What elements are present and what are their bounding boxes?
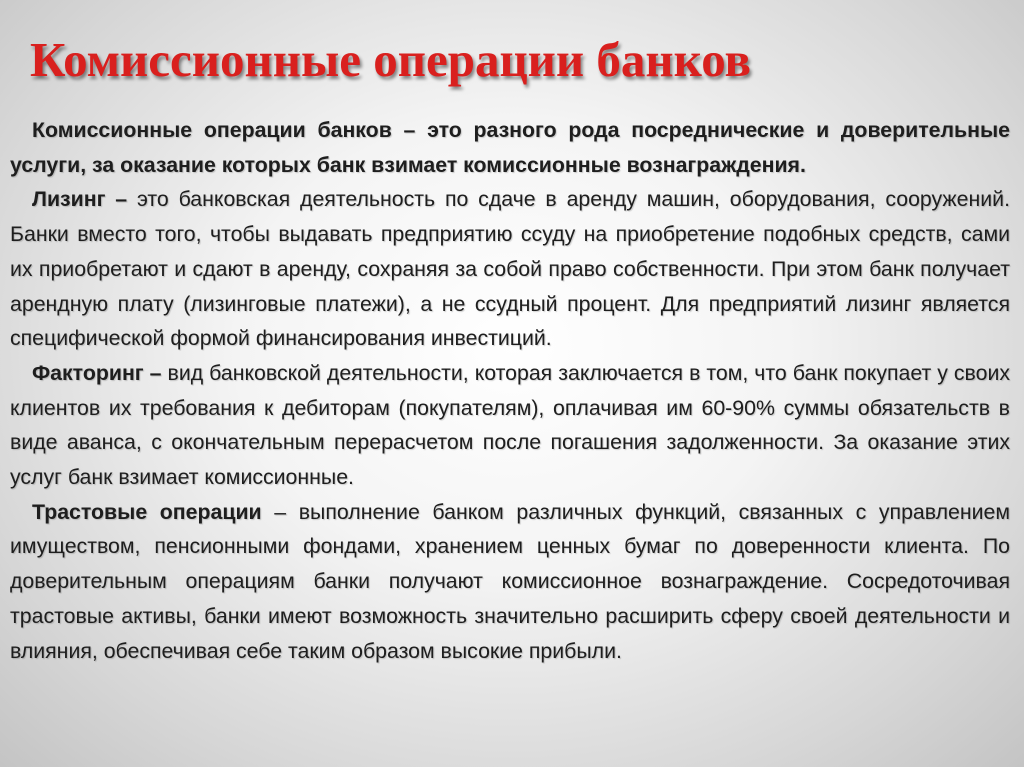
paragraph-definition [10,113,1010,182]
term-trust: Трастовые операции [32,499,262,524]
paragraph-definition-text: Комиссионные операции банков – это разного рода посреднические и доверительные услуги, за оказание которых банк взимает комиссионные вознаграждения. [10,118,1010,177]
paragraph-factoring-text: вид банковской деятельности, которая заключается в том, что банк покупает у своих клиентов их требования к дебиторам (покупателям), оплачивая им 60-90% суммы обязательств в виде аванса, с окончательным перерасчетом после погашения задолженности. За оказание этих услуг банк взимает комиссионные. [10,360,1010,490]
paragraph-trust-text: – выполнение банком различных функций, связанных с управлением имуществом, пенсионными фондами, хранением ценных бумаг по доверенности клиента. По доверительным операциям банки получают комиссионное вознаграждение. Сосредоточивая трастовые активы, банки имеют возможность значительно расширить сферу своей деятельности и влияния, обеспечивая себе таким образом высокие прибыли. [10,499,1010,663]
term-factoring: Факторинг – [32,360,162,385]
slide-title: Комиссионные операции банков [30,32,751,87]
paragraph-leasing [10,182,1010,356]
paragraph-factoring [10,356,1010,495]
paragraph-trust [10,495,1010,669]
term-leasing: Лизинг – [32,187,128,212]
paragraph-leasing-text: это банковская деятельность по сдаче в аренду машин, оборудования, сооружений. Банки вместо того, чтобы выдавать предприятию ссуду на приобретение подобных средств, сами их приобретают и сдают в аренду, сохраняя за собой право собственности. При этом банк получает арендную плату (лизинговые платежи), а не ссудный процент. Для предприятий лизинг является специфической формой финансирования инвестиций. [10,187,1010,351]
slide-body [10,113,1010,668]
